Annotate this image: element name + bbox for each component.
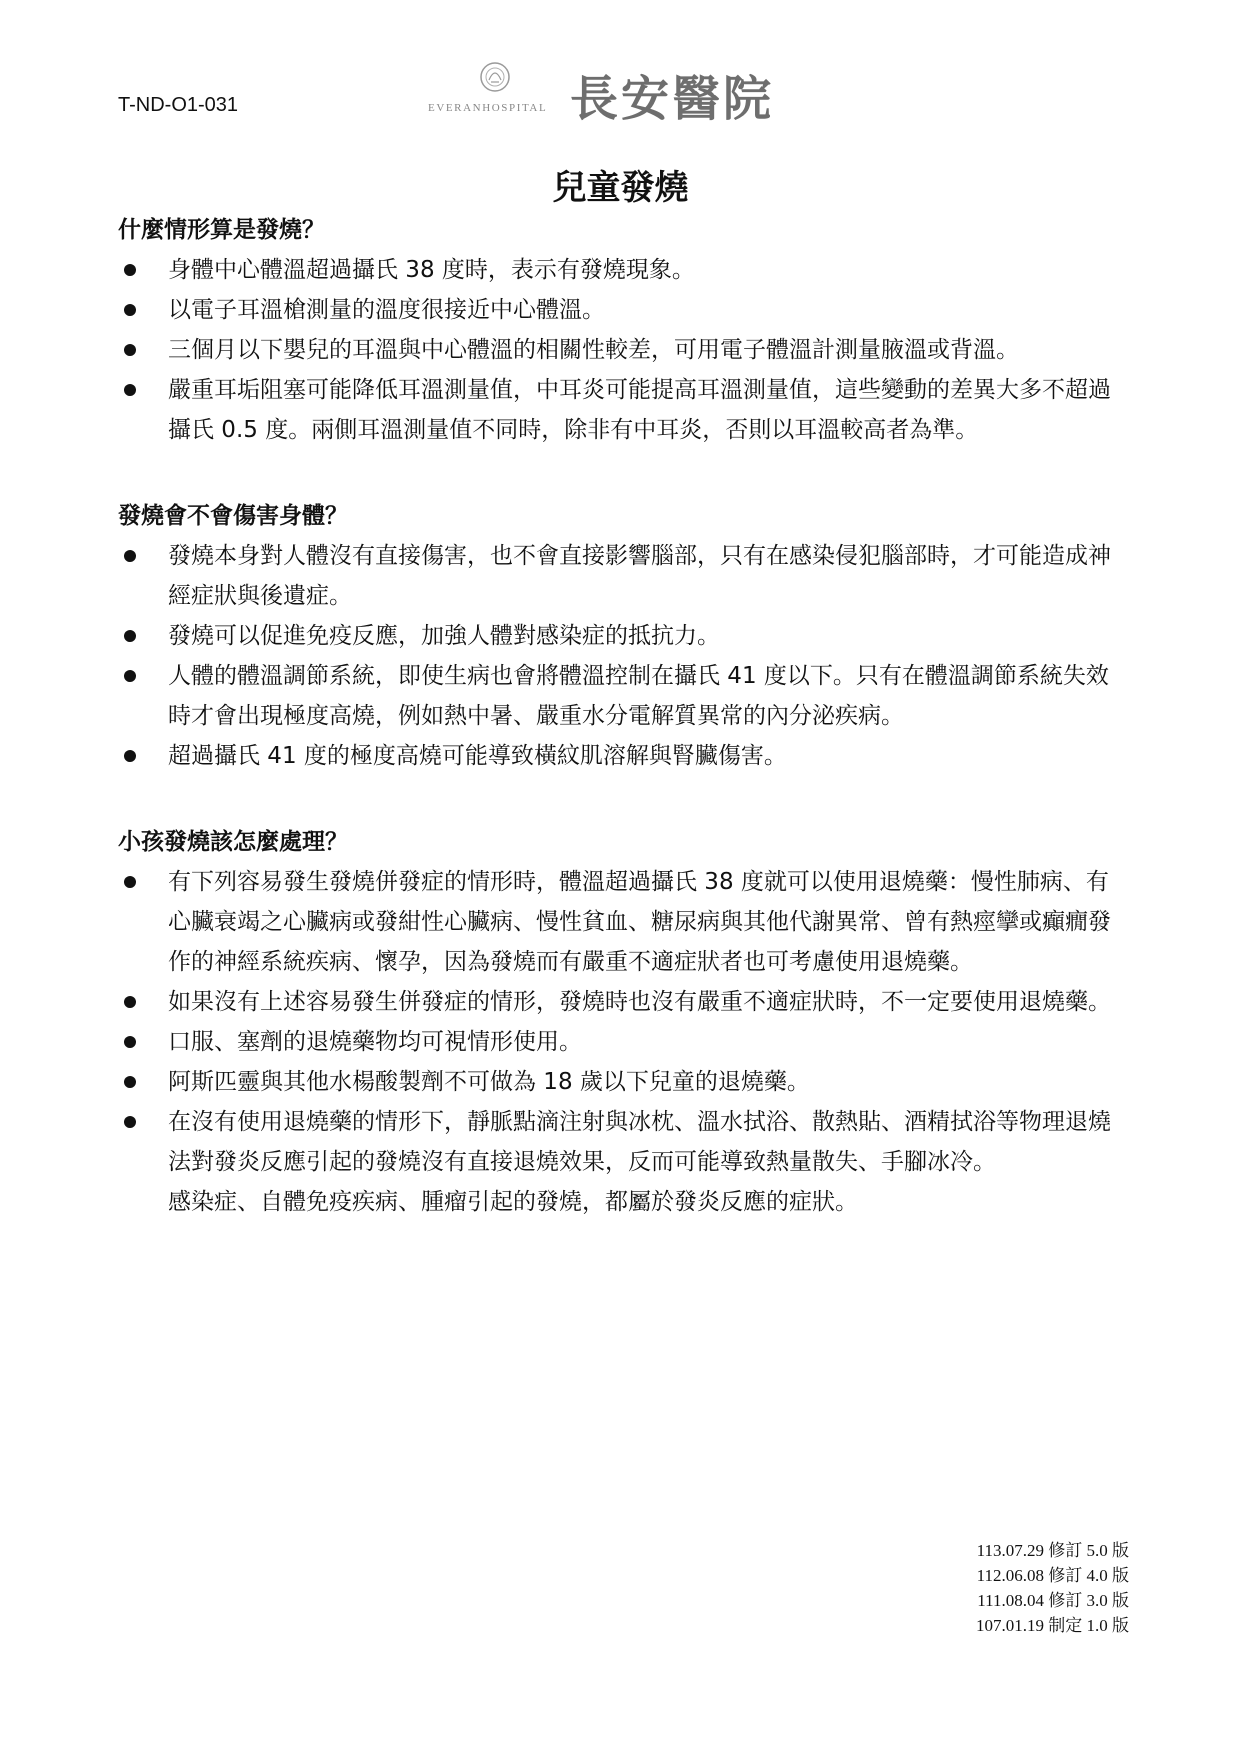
section-heading: 發燒會不會傷害身體？ [118,503,348,529]
list-item: 人體的體溫調節系統，即使生病也會將體溫控制在攝氏 41 度以下。只有在體溫調節系統失效時才會出現極度高燒，例如熱中暑、嚴重水分電解質異常的內分泌疾病。 [118,656,1130,736]
list-item: 發燒可以促進免疫反應，加強人體對感染症的抵抗力。 [118,616,1130,656]
revision-entry: 107.01.19 制定 1.0 版 [976,1616,1129,1635]
list-item: 三個月以下嬰兒的耳溫與中心體溫的相關性較差，可用電子體溫計測量腋溫或背溫。 [118,330,1130,370]
hospital-logo [428,56,828,126]
hospital-seal-icon [478,60,512,94]
revision-history [976,1538,1129,1638]
section-fever-harm [118,496,1130,776]
bullet-list [118,250,1130,450]
list-item: 發燒本身對人體沒有直接傷害，也不會直接影響腦部，只有在感染侵犯腦部時，才可能造成神經症狀與後遺症。 [118,536,1130,616]
logo-chinese-name: 長安醫院 [570,71,775,127]
list-item: 在沒有使用退燒藥的情形下，靜脈點滴注射與冰枕、溫水拭浴、散熱貼、酒精拭浴等物理退燒法對發炎反應引起的發燒沒有直接退燒效果，反而可能導致熱量散失、手腳冰冷。 [118,1102,1130,1182]
bullet-list [118,536,1130,776]
list-item: 口服、塞劑的退燒藥物均可視情形使用。 [118,1022,1130,1062]
list-item: 嚴重耳垢阻塞可能降低耳溫測量值，中耳炎可能提高耳溫測量值，這些變動的差異大多不超過攝氏 0.5 度。兩側耳溫測量值不同時，除非有中耳炎，否則以耳溫較高者為準。 [118,370,1130,450]
list-item: 有下列容易發生發燒併發症的情形時，體溫超過攝氏 38 度就可以使用退燒藥：慢性肺病、有心臟衰竭之心臟病或發紺性心臟病、慢性貧血、糖尿病與其他代謝異常、曾有熱痙攣或癲癇發作的神經系統疾病、懷孕，因為發燒而有嚴重不適症狀者也可考慮使用退燒藥。 [118,862,1130,982]
section-heading: 什麼情形算是發燒？ [118,217,325,243]
section-heading: 小孩發燒該怎麼處理？ [118,829,348,855]
section-fever-treatment [118,822,1130,1222]
logo-english-name: EVERANHOSPITAL [428,102,548,114]
list-item: 如果沒有上述容易發生併發症的情形，發燒時也沒有嚴重不適症狀時，不一定要使用退燒藥。 [118,982,1130,1022]
revision-entry: 113.07.29 修訂 5.0 版 [976,1541,1129,1560]
list-item: 超過攝氏 41 度的極度高燒可能導致橫紋肌溶解與腎臟傷害。 [118,736,1130,776]
revision-entry: 112.06.08 修訂 4.0 版 [976,1566,1129,1585]
list-item: 身體中心體溫超過攝氏 38 度時，表示有發燒現象。 [118,250,1130,290]
bullet-list [118,862,1130,1222]
list-note: 感染症、自體免疫疾病、腫瘤引起的發燒，都屬於發炎反應的症狀。 [168,1189,858,1215]
list-item: 以電子耳溫槍測量的溫度很接近中心體溫。 [118,290,1130,330]
document-body [118,210,1130,1268]
section-what-is-fever [118,210,1130,450]
page-title: 兒童發燒 [552,168,689,208]
list-item: 阿斯匹靈與其他水楊酸製劑不可做為 18 歲以下兒童的退燒藥。 [118,1062,1130,1102]
revision-entry: 111.08.04 修訂 3.0 版 [977,1591,1129,1610]
document-code: T-ND-O1-031 [118,94,239,116]
